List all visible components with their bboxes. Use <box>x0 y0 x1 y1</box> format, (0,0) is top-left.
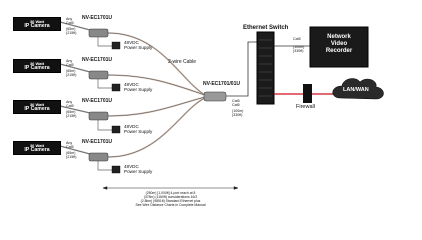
cable-label-line: Cat5 <box>66 145 74 149</box>
camera-cable-label-2 <box>66 59 76 77</box>
camera-label: IP Camera <box>24 65 50 71</box>
cable-label-line: (65m) <box>66 110 76 114</box>
cable-label-line: (100m) <box>232 109 244 113</box>
nvr-label-line: Video <box>330 41 348 47</box>
camera-wattage: 36 Watt <box>29 19 45 24</box>
ip-camera-2 <box>13 59 61 73</box>
cable-label-line: Cat5 <box>293 37 301 41</box>
lan-wan-label: LAN/WAN <box>343 87 369 93</box>
ip-camera-4 <box>13 141 61 155</box>
psu-voltage: 48VDC <box>124 40 139 45</box>
ip-camera-3 <box>13 100 61 114</box>
power-supply-label-1 <box>124 40 152 50</box>
footnote-line: (250m) [1,000ft] 4-port reach at 8 <box>145 191 196 195</box>
hub-transceiver <box>204 92 226 101</box>
psu-voltage: 48VDC <box>124 124 139 129</box>
power-supply-label-3 <box>124 124 152 134</box>
psu-name: Power Supply <box>124 169 153 174</box>
two-wire-cable-4 <box>108 98 205 157</box>
camera-label: IP Camera <box>24 147 50 153</box>
hub-cable-label <box>232 99 243 117</box>
psu-name: Power Supply <box>124 129 153 134</box>
firewall <box>303 84 312 103</box>
power-supply-label-2 <box>124 82 152 92</box>
cable-label-line: (215ft) <box>66 114 77 118</box>
footnote-line: See Wire Distance Charts in Complete Manual <box>135 203 206 207</box>
cable-label-line: Any <box>66 59 73 63</box>
firewall-label: Firewall <box>296 104 315 110</box>
cable-label-line: Cat5 <box>66 104 74 108</box>
cable-label-line: (65m) <box>66 27 76 31</box>
hub-transceiver-label: NV-EC1701/01U <box>203 81 240 87</box>
cable-label-line: Cat5 <box>232 103 240 107</box>
camera-cable-label-4 <box>66 141 76 159</box>
power-supply-1 <box>112 42 120 49</box>
cable-label-line: Cat5 <box>232 99 240 103</box>
cable-label-line: (215ft) <box>66 31 77 35</box>
cable-label-line: Cat5 <box>66 63 74 67</box>
footnote-line: (375m) (1160ft) considerations 16/2 <box>143 195 198 199</box>
ethernet-switch <box>257 32 274 104</box>
camera-wattage: 36 Watt <box>29 102 45 107</box>
camera-label: IP Camera <box>24 106 50 112</box>
two-wire-cable-label: 2-wire Cable <box>168 59 197 65</box>
power-supply-2 <box>112 84 120 91</box>
cable-label-line: (65m) <box>66 151 76 155</box>
camera-label: IP Camera <box>24 23 50 29</box>
ip-camera-1 <box>13 17 61 31</box>
camera-cable-label-1 <box>66 17 76 35</box>
transceiver-label-1: NV-EC1701U <box>82 15 113 21</box>
camera-wattage: 36 Watt <box>29 143 45 148</box>
camera-cable-label-3 <box>66 100 76 118</box>
cable-label-line: Any <box>66 100 73 104</box>
transceiver-label-2: NV-EC1701U <box>82 57 113 63</box>
transceiver-3 <box>89 112 108 120</box>
ethernet-switch-label: Ethernet Switch <box>243 25 289 31</box>
psu-voltage: 48VDC <box>124 164 139 169</box>
power-supply-3 <box>112 126 120 133</box>
transceiver-4 <box>89 153 108 161</box>
cable-label-line: (330ft) <box>232 113 243 117</box>
transceiver-label-3: NV-EC1701U <box>82 98 113 104</box>
two-wire-cable-3 <box>108 97 205 116</box>
psu-voltage: 48VDC <box>124 82 139 87</box>
transceiver-2 <box>89 71 108 79</box>
cable-label-line: (65m) <box>66 69 76 73</box>
cable-label-line: Any <box>66 141 73 145</box>
distance-footnote <box>105 191 236 207</box>
nvr-label <box>310 34 368 55</box>
psu-name: Power Supply <box>124 45 153 50</box>
psu-name: Power Supply <box>124 87 153 92</box>
footnote-line: (2.8km) (9851ft) Standard Ethernet plus <box>140 199 201 203</box>
cable-label-line: (100m) <box>293 45 305 49</box>
nvr-label-line: Network <box>327 34 351 40</box>
cable-label-line: (215ft) <box>66 73 77 77</box>
power-supply-label-4 <box>124 164 152 174</box>
cable-label-line: Any <box>66 17 73 21</box>
cable-label-line: (215ft) <box>66 155 77 159</box>
transceiver-label-4: NV-EC1701U <box>82 139 113 145</box>
nvr-label-line: Recorder <box>325 48 353 54</box>
switch-cable-label <box>293 37 304 53</box>
cable-label-line: (330ft) <box>293 49 304 53</box>
camera-wattage: 36 Watt <box>29 61 45 66</box>
transceiver-1 <box>89 29 108 37</box>
two-wire-cable-2 <box>108 75 205 95</box>
power-supply-4 <box>112 166 120 173</box>
cable-label-line: Cat5 <box>66 21 74 25</box>
